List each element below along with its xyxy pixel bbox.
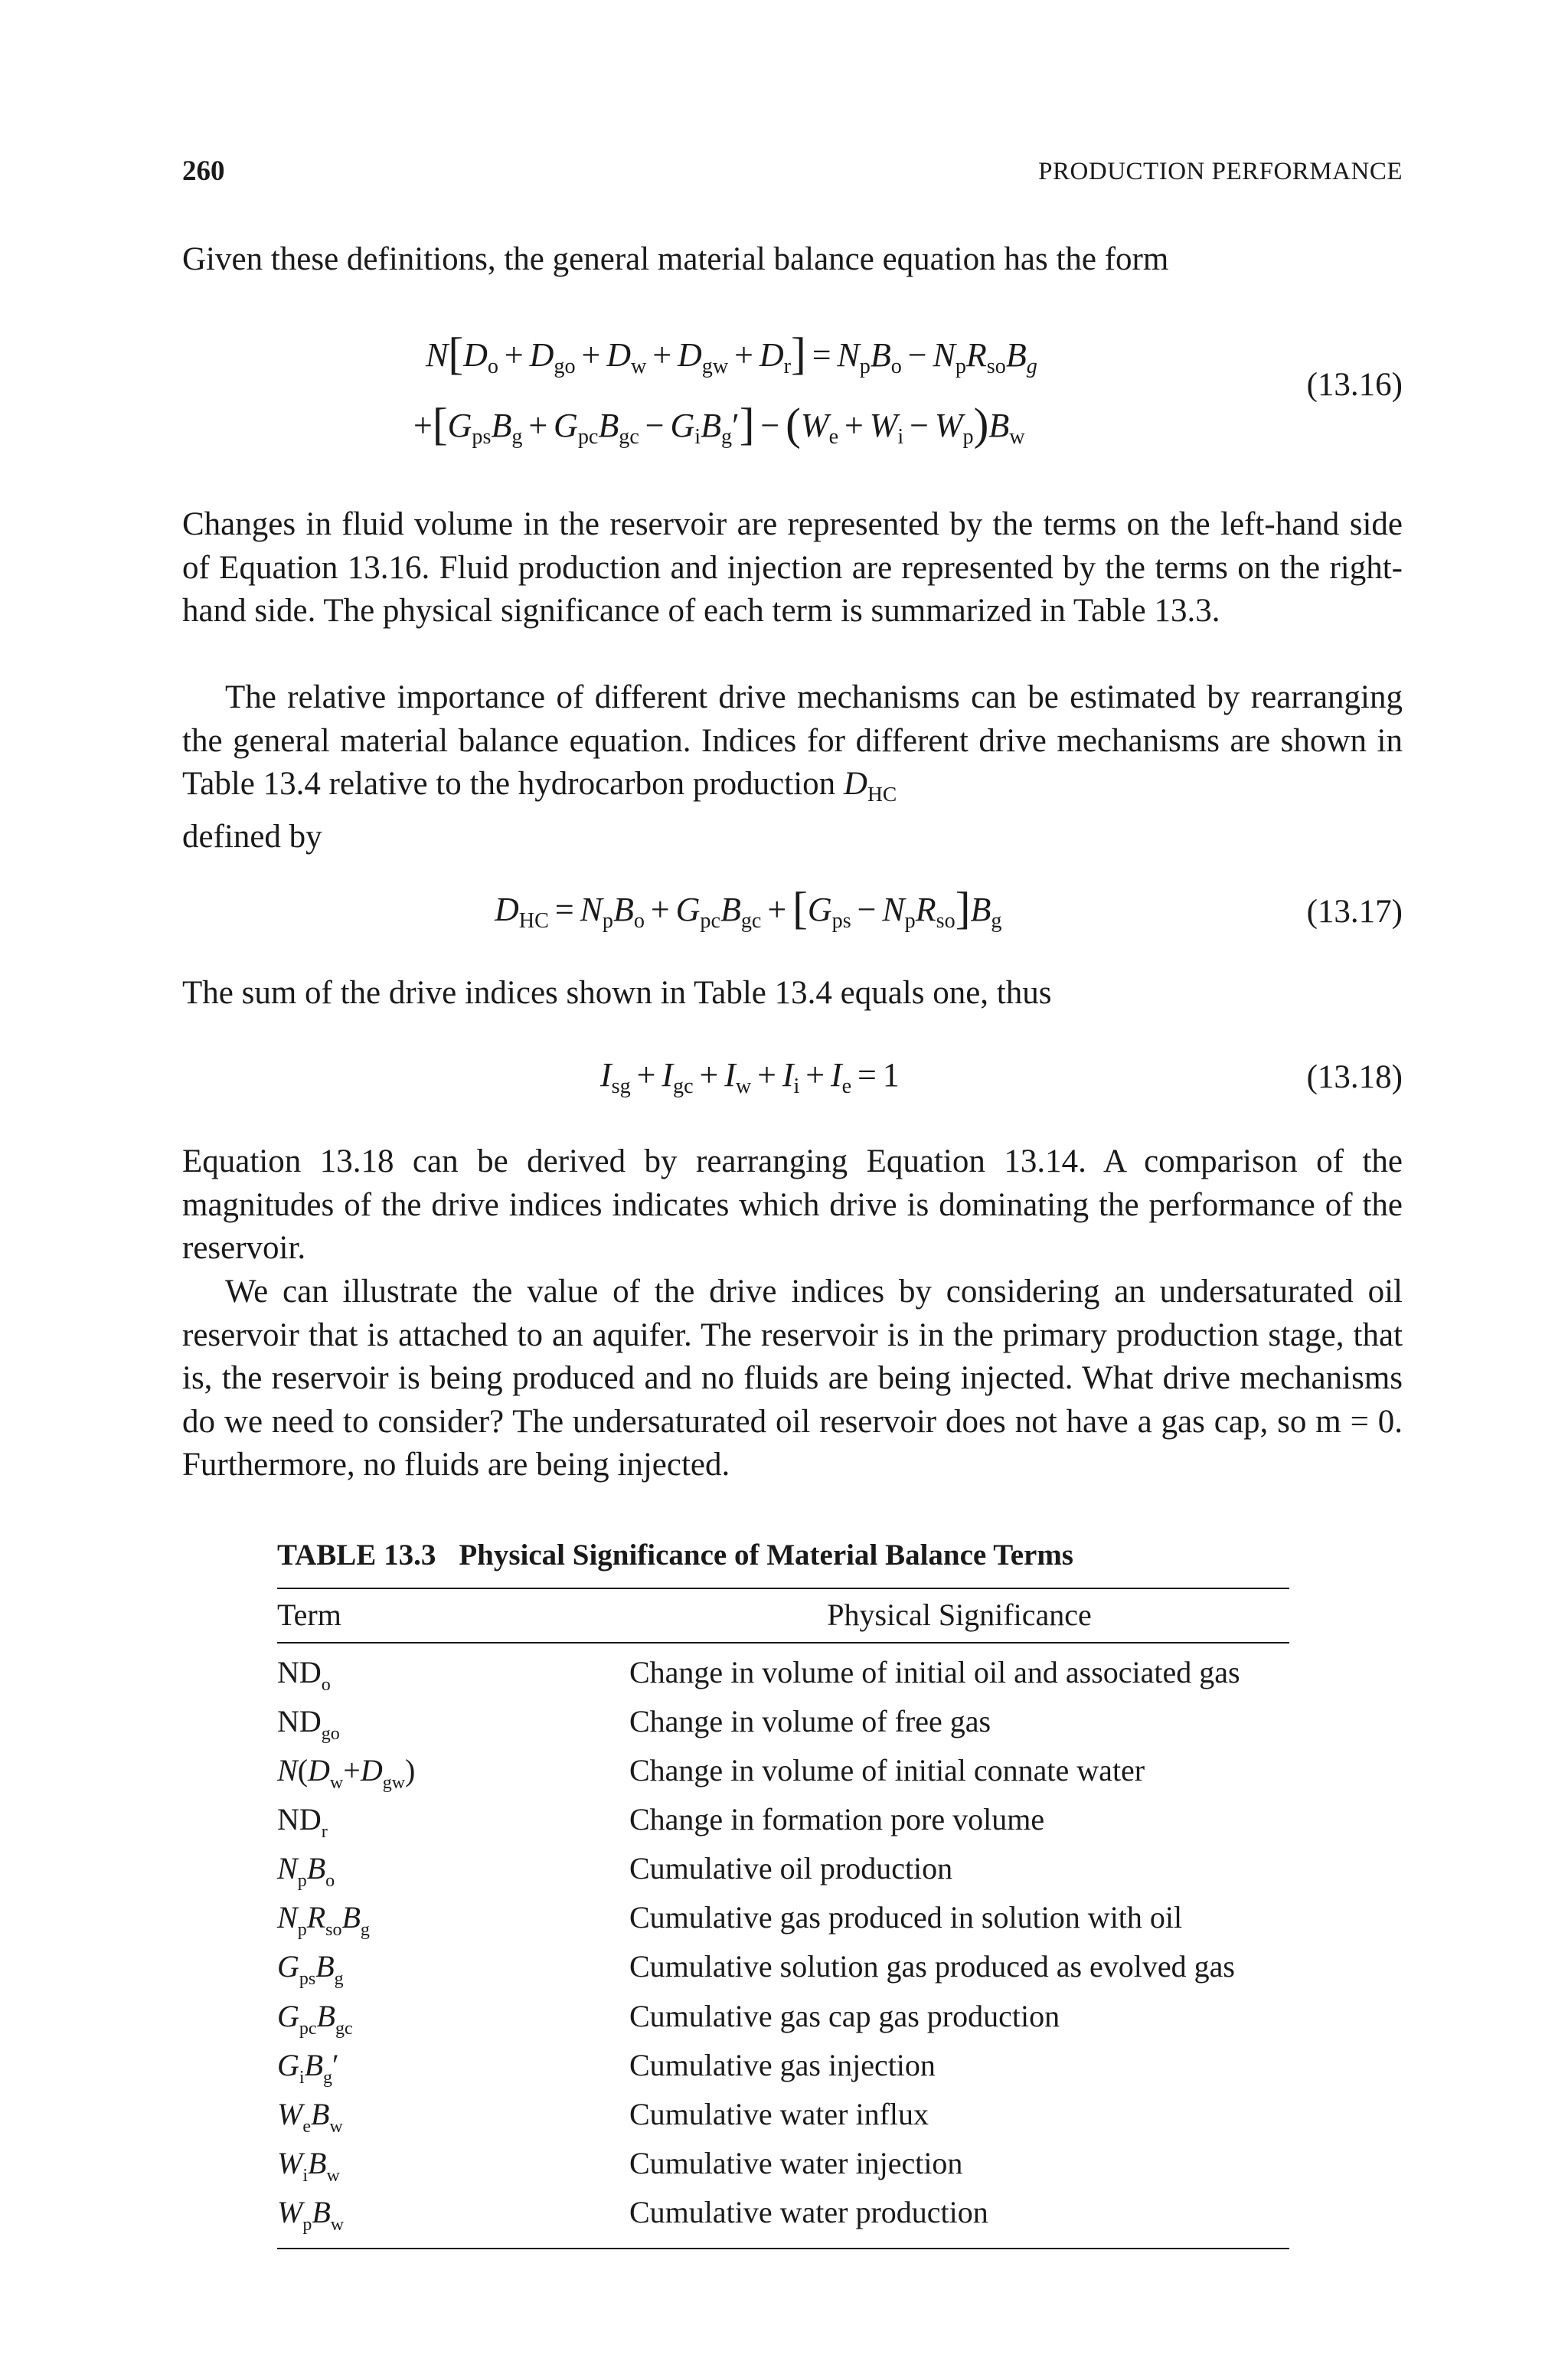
significance-cell: Cumulative oil production: [629, 1851, 953, 1886]
running-title: PRODUCTION PERFORMANCE: [1038, 158, 1403, 185]
term-cell: $W_eB_w$: [277, 2096, 343, 2137]
table-row: [277, 1899, 1289, 1948]
paragraph-sum: The sum of the drive indices shown in Table 13.4 equals one, thus: [182, 975, 1052, 1011]
equation-13-18-number: (13.18): [1306, 1059, 1403, 1095]
table-caption: [277, 1538, 1289, 1572]
significance-cell: Change in volume of initial connate water: [629, 1753, 1145, 1788]
table-title: Physical Significance of Material Balance Terms: [459, 1539, 1073, 1572]
dhc-symbol-sub: HC: [867, 781, 897, 806]
equation-13-16-number: (13.16): [1306, 367, 1403, 403]
column-header-significance: Physical Significance: [629, 1588, 1289, 1643]
equation-13-17: [182, 882, 1403, 936]
dhc-symbol: D: [843, 766, 867, 802]
table-row: [277, 1948, 1289, 1997]
term-cell: $G_{pc}B_{gc}$: [277, 1998, 353, 2039]
table-row: [277, 1752, 1289, 1801]
table-header-row: [277, 1588, 1289, 1643]
paragraph-intro: Given these definitions, the general material balance equation has the form: [182, 241, 1169, 277]
paragraph-eq1318: Equation 13.18 can be derived by rearranging Equation 13.14. A comparison of the magnitudes of the drive indices indicates which drive is dominating the performance of the reservoir.: [182, 1143, 1403, 1266]
paragraph-relative-text: The relative importance of different drive mechanisms can be estimated by rearranging the general material balance equation. Indices for different drive mechanisms are shown in Table 13.4 relative to the hydrocarbon production: [182, 679, 1403, 802]
significance-cell: Cumulative gas injection: [629, 2047, 936, 2082]
paragraph-relative: [182, 676, 1403, 859]
term-cell: $ND_o$: [277, 1655, 331, 1696]
running-head: [182, 155, 1403, 193]
significance-cell: Change in volume of free gas: [629, 1704, 991, 1739]
term-cell: $ND_r$: [277, 1802, 328, 1843]
paragraph-changes: Changes in fluid volume in the reservoir are represented by the terms on the left-hand side of Equation 13.16. Fluid production and injection are represented by the terms on the right-hand side. The physical significance of each term is summarized in Table 13.3.: [182, 506, 1403, 629]
significance-cell: Change in volume of initial oil and associated gas: [629, 1655, 1240, 1689]
significance-cell: Cumulative gas cap gas production: [629, 1998, 1060, 2033]
term-cell: $W_iB_w$: [277, 2145, 340, 2186]
table-label: TABLE 13.3: [277, 1539, 436, 1572]
paragraph-illustrate: We can illustrate the value of the drive indices by considering an undersaturated oil reservoir that is attached to an aquifer. The reservoir is in the primary production stage, that is, the reservoir is being produced and no fluids are being injected. What drive mechanisms do we need to consider? The undersaturated oil reservoir does not have a gas cap, so m = 0. Furthermore, no fluids are being injected.: [182, 1274, 1403, 1483]
term-cell: $G_iB_g'$: [277, 2047, 339, 2088]
equation-13-18-body: $I_{sg} + I_{gc} + I_w + I_i + I_e = 1$: [600, 1056, 900, 1098]
significance-cell: Cumulative gas produced in solution with oil: [629, 1900, 1183, 1935]
significance-cell: Change in formation pore volume: [629, 1802, 1045, 1837]
term-cell: $N(D_w+D_{gw})$: [277, 1753, 416, 1794]
table-row: [277, 1801, 1289, 1850]
column-header-term: Term: [277, 1588, 629, 1643]
equation-13-17-body: $D_{HC} = N_pB_o + G_{pc}B_{gc} + [G_{ps} - N_pR_{so}]B_g$: [495, 882, 1002, 934]
page-number: 260: [182, 155, 225, 187]
term-cell: $N_pR_{so}B_g$: [277, 1900, 370, 1941]
table-row: [277, 2145, 1289, 2194]
equation-13-16-lhs: $N[D_o + D_{go} + D_w + D_{gw} + D_r] = N_pB_o - N_pR_{so}B_g$: [426, 328, 1037, 379]
paragraph-relative-end: defined by: [182, 819, 322, 855]
significance-cell: Cumulative solution gas produced as evolved gas: [629, 1949, 1235, 1984]
equation-13-16-line2: [182, 398, 1403, 452]
term-cell: $W_pB_w$: [277, 2194, 629, 2249]
table-row: [277, 1643, 1289, 1703]
table-row: [277, 1998, 1289, 2047]
equation-13-17-number: (13.17): [1306, 894, 1403, 930]
equation-13-16-rhs: $+[G_{ps}B_g + G_{pc}B_{gc} - G_iB_g'] - (W_e + W_i - W_p)B_w$: [413, 398, 1025, 450]
material-balance-terms-table: [277, 1588, 1289, 2249]
table-13-3: [277, 1538, 1289, 2249]
term-cell: $N_pB_o$: [277, 1851, 335, 1892]
table-row: [277, 1850, 1289, 1899]
table-row: [277, 1703, 1289, 1752]
significance-cell: Cumulative water influx: [629, 2096, 929, 2131]
significance-cell: Cumulative water production: [629, 2194, 1289, 2249]
table-row: [277, 2096, 1289, 2145]
significance-cell: Cumulative water injection: [629, 2145, 963, 2180]
term-cell: $G_{ps}B_g$: [277, 1949, 344, 1990]
equation-13-18: [182, 1055, 1403, 1101]
term-cell: $ND_{go}$: [277, 1704, 340, 1745]
table-row: [277, 2047, 1289, 2096]
table-row: [277, 2194, 1289, 2249]
